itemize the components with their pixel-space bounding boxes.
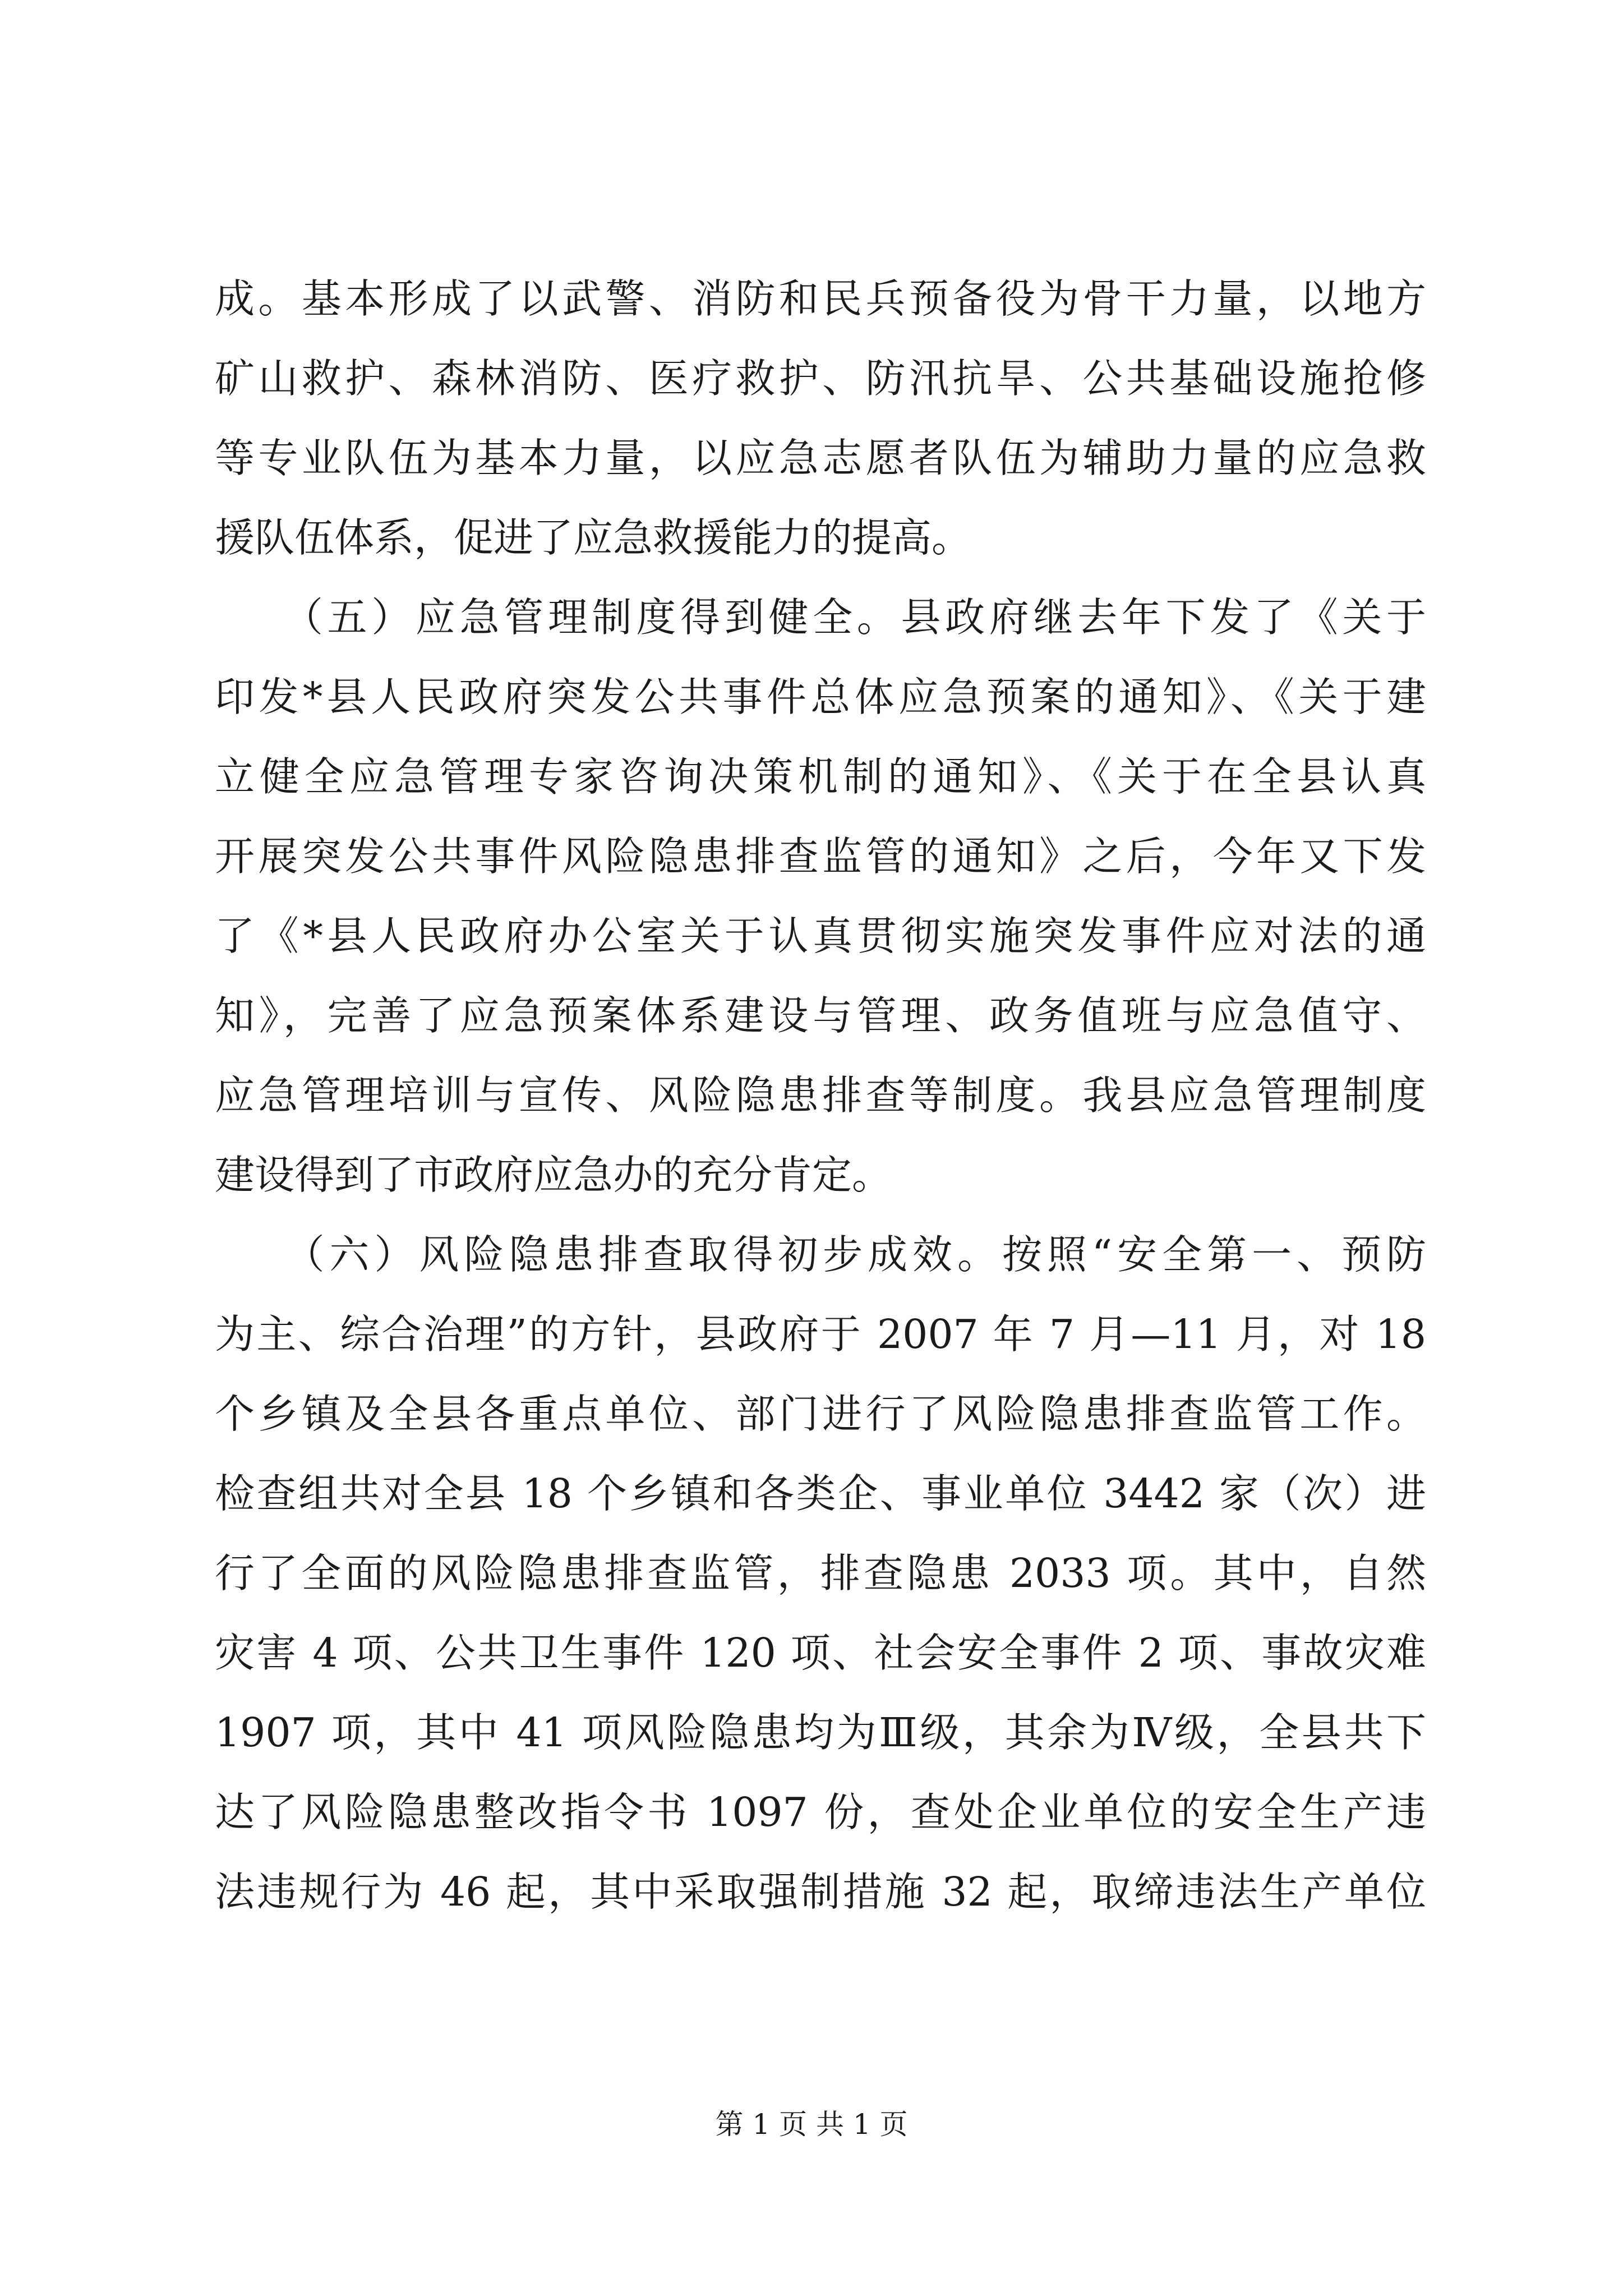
document-body bbox=[215, 259, 1426, 1932]
text-line: 法违规行为 46 起，其中采取强制措施 32 起，取缔违法生产单位 bbox=[215, 1869, 1426, 1915]
page-footer bbox=[0, 2105, 1623, 2144]
text-line: 矿山救护、森林消防、医疗救护、防汛抗旱、公共基础设施抢修 bbox=[215, 355, 1426, 402]
text-line: 印发*县人民政府突发公共事件总体应急预案的通知》、《关于建 bbox=[215, 674, 1426, 720]
page-number-label: 第 1 页 共 1 页 bbox=[715, 2108, 908, 2141]
text-line: 1907 项，其中 41 项风险隐患均为Ⅲ级，其余为Ⅳ级，全县共下 bbox=[215, 1709, 1426, 1756]
text-line: 检查组共对全县 18 个乡镇和各类企、事业单位 3442 家（次）进 bbox=[215, 1470, 1426, 1517]
section-heading-line: （六）风险隐患排查取得初步成效。按照“安全第一、预防 bbox=[215, 1231, 1426, 1278]
text-line: 行了全面的风险隐患排查监管，排查隐患 2033 项。其中，自然 bbox=[215, 1550, 1426, 1596]
text-line: 达了风险隐患整改指令书 1097 份，查处企业单位的安全生产违 bbox=[215, 1789, 1426, 1835]
text-line: 应急管理培训与宣传、风险隐患排查等制度。我县应急管理制度 bbox=[215, 1072, 1426, 1119]
text-line: 援队伍体系，促进了应急救援能力的提高。 bbox=[215, 514, 972, 561]
text-line: 了《*县人民政府办公室关于认真贯彻实施突发事件应对法的通 bbox=[215, 913, 1426, 959]
section-heading-line: （五）应急管理制度得到健全。县政府继去年下发了《关于 bbox=[215, 594, 1426, 641]
text-line: 成。基本形成了以武警、消防和民兵预备役为骨干力量，以地方 bbox=[215, 275, 1426, 322]
text-line: 灾害 4 项、公共卫生事件 120 项、社会安全事件 2 项、事故灾难 bbox=[215, 1630, 1426, 1676]
text-line: 个乡镇及全县各重点单位、部门进行了风险隐患排查监管工作。 bbox=[215, 1391, 1426, 1437]
text-line: 建设得到了市政府应急办的充分肯定。 bbox=[215, 1152, 892, 1198]
text-line: 立健全应急管理专家咨询决策机制的通知》、《关于在全县认真 bbox=[215, 753, 1426, 800]
text-line: 开展突发公共事件风险隐患排查监管的通知》之后，今年又下发 bbox=[215, 833, 1426, 880]
text-line: 知》，完善了应急预案体系建设与管理、政务值班与应急值守、 bbox=[215, 992, 1426, 1039]
text-line: 等专业队伍为基本力量，以应急志愿者队伍为辅助力量的应急救 bbox=[215, 435, 1426, 481]
text-line: 为主、综合治理”的方针，县政府于 2007 年 7 月—11 月，对 18 bbox=[215, 1311, 1426, 1358]
